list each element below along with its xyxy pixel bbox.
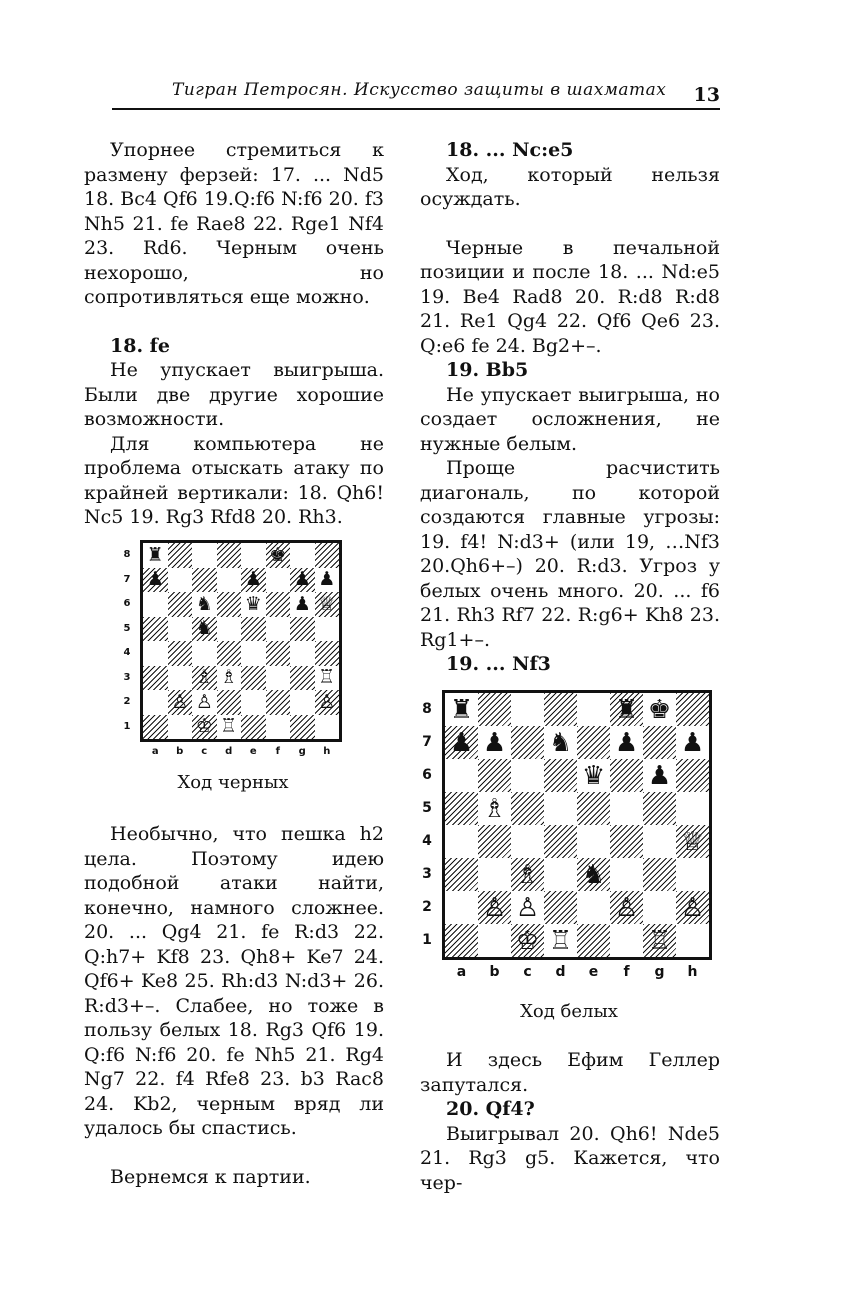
square-d2 bbox=[544, 891, 577, 924]
left-column-bottom bbox=[84, 822, 384, 1189]
square-b4 bbox=[168, 641, 193, 666]
running-title: Тигран Петросян. Искусство защиты в шахматах bbox=[172, 80, 667, 100]
square-a1 bbox=[445, 924, 478, 957]
square-g8 bbox=[290, 543, 315, 568]
square-e7 bbox=[577, 726, 610, 759]
file-label-g: g bbox=[654, 964, 665, 980]
right-paragraph-1: Ход, который нельзя осуждать. bbox=[420, 163, 720, 210]
square-a6 bbox=[445, 759, 478, 792]
square-b7 bbox=[168, 568, 193, 593]
square-c8 bbox=[511, 693, 544, 726]
square-c4 bbox=[192, 641, 217, 666]
rank-label-3: 3 bbox=[422, 866, 432, 883]
square-f1 bbox=[266, 715, 291, 740]
square-f7 bbox=[266, 568, 291, 593]
square-d5 bbox=[544, 792, 577, 825]
rank-label-8: 8 bbox=[123, 549, 131, 561]
rank-label-2: 2 bbox=[422, 899, 432, 916]
rank-label-8: 8 bbox=[422, 701, 432, 718]
square-h5 bbox=[676, 792, 709, 825]
square-d6 bbox=[544, 759, 577, 792]
square-d4 bbox=[217, 641, 242, 666]
square-e1 bbox=[577, 924, 610, 957]
square-e5 bbox=[577, 792, 610, 825]
left-paragraph-4: Необычно, что пешка h2 цела. Поэтому идею подобной атаки найти, конечно, намного сложнее. 20. ... Qg4 21. fe R:d3 22. Q:h7+ Kf8 23. Qh8+ Ke7 24. Qf6+ Ke8 25. Rh:d3 N:d3+ 26. R:d3+–. Слабее, но тоже в пользу белых 18. Rg3 Qf6 19. Q:f6 N:f6 20. fe Nh5 21. Rg4 Ng7 22. f4 Rfe8 23. b3 Rac8 24. Kb2, черным вряд ли удалось бы спастись. bbox=[84, 823, 384, 1139]
square-a5 bbox=[445, 792, 478, 825]
square-a6 bbox=[143, 592, 168, 617]
rank-label-5: 5 bbox=[422, 800, 432, 817]
square-f6 bbox=[266, 592, 291, 617]
square-h5 bbox=[315, 617, 340, 642]
square-a1 bbox=[143, 715, 168, 740]
square-e2 bbox=[577, 891, 610, 924]
black-knight-icon: ♞ bbox=[548, 727, 573, 758]
square-b8 bbox=[168, 543, 193, 568]
square-b1 bbox=[168, 715, 193, 740]
rank-label-7: 7 bbox=[123, 573, 131, 585]
square-g1 bbox=[290, 715, 315, 740]
right-column-top bbox=[420, 138, 720, 677]
square-f4 bbox=[266, 641, 291, 666]
rank-label-6: 6 bbox=[422, 767, 432, 784]
square-a3 bbox=[445, 858, 478, 891]
square-e8 bbox=[241, 543, 266, 568]
square-g2 bbox=[290, 690, 315, 715]
square-h1 bbox=[315, 715, 340, 740]
square-c7 bbox=[511, 726, 544, 759]
file-label-c: c bbox=[201, 746, 208, 757]
file-label-f: f bbox=[623, 964, 630, 980]
rank-label-2: 2 bbox=[123, 696, 131, 708]
file-label-h: h bbox=[687, 964, 698, 980]
white-pawn-icon: ♙ bbox=[482, 892, 507, 923]
left-heading-move-18: 18. fe bbox=[110, 334, 170, 357]
square-a5 bbox=[143, 617, 168, 642]
square-d6 bbox=[217, 592, 242, 617]
square-a2 bbox=[445, 891, 478, 924]
black-pawn-icon: ♟ bbox=[318, 568, 336, 591]
chessboard bbox=[140, 540, 342, 742]
white-queen-icon: ♕ bbox=[680, 826, 705, 857]
white-pawn-icon: ♙ bbox=[318, 690, 336, 713]
square-d5 bbox=[217, 617, 242, 642]
file-label-f: f bbox=[275, 746, 280, 757]
black-pawn-icon: ♟ bbox=[449, 727, 474, 758]
black-pawn-icon: ♟ bbox=[293, 568, 311, 591]
white-queen-icon: ♕ bbox=[318, 592, 336, 615]
square-h8 bbox=[676, 693, 709, 726]
chess-diagram-1 bbox=[118, 540, 348, 760]
white-pawn-icon: ♙ bbox=[195, 690, 213, 713]
square-b8 bbox=[478, 693, 511, 726]
running-header bbox=[112, 78, 720, 110]
left-paragraph-3: Для компьютера не проблема отыскать атаку по крайней вертикали: 18. Qh6! Nc5 19. Rg3 Rfd8 20. Rh3. bbox=[84, 432, 384, 528]
file-label-a: a bbox=[456, 964, 467, 980]
right-heading-move-19: 19. Bb5 bbox=[446, 359, 529, 381]
square-f5 bbox=[266, 617, 291, 642]
square-h4 bbox=[315, 641, 340, 666]
square-f6 bbox=[610, 759, 643, 792]
page-number: 13 bbox=[693, 84, 720, 106]
diagram-2-caption: Ход белых bbox=[520, 1001, 618, 1022]
left-paragraph-5: Вернемся к партии. bbox=[110, 1165, 311, 1188]
square-c5 bbox=[511, 792, 544, 825]
square-g5 bbox=[643, 792, 676, 825]
black-rook-icon: ♜ bbox=[146, 543, 164, 566]
white-rook-icon: ♖ bbox=[220, 715, 238, 738]
black-pawn-icon: ♟ bbox=[680, 727, 705, 758]
square-f1 bbox=[610, 924, 643, 957]
file-label-b: b bbox=[489, 964, 500, 980]
square-c4 bbox=[511, 825, 544, 858]
file-label-d: d bbox=[555, 964, 566, 980]
square-b6 bbox=[168, 592, 193, 617]
square-e4 bbox=[577, 825, 610, 858]
right-paragraph-4: Проще расчистить диагональ, по которой создаются главные угрозы: 19. f4! N:d3+ (или 19, …Nf3 20.Qh6+–) 20. R:d3. Угроз у белых очень много. 20. ... f6 21. Rh3 Rf7 22. R:g6+ Kh8 23. Rg1+–. bbox=[420, 457, 720, 651]
square-h1 bbox=[676, 924, 709, 957]
rank-label-3: 3 bbox=[123, 671, 131, 683]
white-pawn-icon: ♙ bbox=[515, 892, 540, 923]
rank-label-6: 6 bbox=[123, 598, 131, 610]
rank-label-5: 5 bbox=[123, 622, 131, 634]
square-g4 bbox=[290, 641, 315, 666]
square-c6 bbox=[511, 759, 544, 792]
file-label-b: b bbox=[176, 746, 184, 757]
square-b1 bbox=[478, 924, 511, 957]
file-label-e: e bbox=[588, 964, 599, 980]
rank-label-1: 1 bbox=[422, 932, 432, 949]
black-knight-icon: ♞ bbox=[581, 859, 606, 890]
right-heading-move-19-black: 19. ... Nf3 bbox=[446, 653, 551, 675]
white-bishop-icon: ♗ bbox=[515, 859, 540, 890]
white-rook-icon: ♖ bbox=[318, 666, 336, 689]
black-pawn-icon: ♟ bbox=[146, 568, 164, 591]
left-column-top bbox=[84, 138, 384, 530]
black-knight-icon: ♞ bbox=[195, 592, 213, 615]
chess-diagram-2 bbox=[416, 690, 722, 990]
square-e5 bbox=[241, 617, 266, 642]
square-f2 bbox=[266, 690, 291, 715]
square-e2 bbox=[241, 690, 266, 715]
square-g4 bbox=[643, 825, 676, 858]
rank-label-4: 4 bbox=[422, 833, 432, 850]
black-pawn-icon: ♟ bbox=[244, 568, 262, 591]
file-label-a: a bbox=[151, 746, 159, 757]
white-bishop-icon: ♗ bbox=[195, 666, 213, 689]
rank-label-1: 1 bbox=[123, 720, 131, 732]
square-g7 bbox=[643, 726, 676, 759]
white-bishop-icon: ♗ bbox=[220, 666, 238, 689]
square-d2 bbox=[217, 690, 242, 715]
diagram-1-caption: Ход черных bbox=[177, 772, 289, 793]
black-king-icon: ♚ bbox=[647, 694, 672, 725]
square-h3 bbox=[676, 858, 709, 891]
square-a4 bbox=[445, 825, 478, 858]
square-b6 bbox=[478, 759, 511, 792]
right-column-bottom bbox=[420, 1048, 720, 1195]
white-bishop-icon: ♗ bbox=[482, 793, 507, 824]
square-g3 bbox=[290, 666, 315, 691]
square-c7 bbox=[192, 568, 217, 593]
square-f5 bbox=[610, 792, 643, 825]
square-a2 bbox=[143, 690, 168, 715]
square-e3 bbox=[241, 666, 266, 691]
file-label-d: d bbox=[225, 746, 233, 757]
black-pawn-icon: ♟ bbox=[482, 727, 507, 758]
white-rook-icon: ♖ bbox=[548, 925, 573, 956]
chessboard bbox=[442, 690, 712, 960]
square-g5 bbox=[290, 617, 315, 642]
square-f3 bbox=[266, 666, 291, 691]
black-rook-icon: ♜ bbox=[449, 694, 474, 725]
rank-label-4: 4 bbox=[123, 647, 131, 659]
white-pawn-icon: ♙ bbox=[680, 892, 705, 923]
square-b3 bbox=[168, 666, 193, 691]
right-heading-move-18-black: 18. ... Nc:e5 bbox=[446, 139, 574, 161]
black-pawn-icon: ♟ bbox=[647, 760, 672, 791]
square-f3 bbox=[610, 858, 643, 891]
square-d3 bbox=[544, 858, 577, 891]
file-label-c: c bbox=[523, 964, 532, 980]
black-rook-icon: ♜ bbox=[614, 694, 639, 725]
white-pawn-icon: ♙ bbox=[171, 690, 189, 713]
square-c8 bbox=[192, 543, 217, 568]
square-e4 bbox=[241, 641, 266, 666]
square-d7 bbox=[217, 568, 242, 593]
square-b5 bbox=[168, 617, 193, 642]
square-a4 bbox=[143, 641, 168, 666]
square-d8 bbox=[544, 693, 577, 726]
square-h8 bbox=[315, 543, 340, 568]
white-pawn-icon: ♙ bbox=[614, 892, 639, 923]
square-g3 bbox=[643, 858, 676, 891]
black-queen-icon: ♛ bbox=[581, 760, 606, 791]
square-g2 bbox=[643, 891, 676, 924]
black-queen-icon: ♛ bbox=[244, 592, 262, 615]
white-rook-icon: ♖ bbox=[647, 925, 672, 956]
right-paragraph-5: И здесь Ефим Геллер запутался. bbox=[420, 1049, 720, 1096]
file-label-e: e bbox=[249, 746, 257, 757]
square-d8 bbox=[217, 543, 242, 568]
square-e8 bbox=[577, 693, 610, 726]
right-paragraph-2: Черные в печальной позиции и после 18. ... Nd:e5 19. Be4 Rad8 20. R:d8 R:d8 21. Re1 Qg4 22. Qf6 Qe6 23. Q:e6 fe 24. Bg2+–. bbox=[420, 236, 720, 357]
rank-label-7: 7 bbox=[422, 734, 432, 751]
right-paragraph-3: Не упускает выигрыша, но создает осложнения, не нужные белым. bbox=[420, 383, 720, 455]
square-e1 bbox=[241, 715, 266, 740]
black-pawn-icon: ♟ bbox=[293, 592, 311, 615]
black-pawn-icon: ♟ bbox=[614, 727, 639, 758]
square-h6 bbox=[676, 759, 709, 792]
left-paragraph-1: Упорнее стремиться к размену ферзей: 17. ... Nd5 18. Bc4 Qf6 19.Q:f6 N:f6 20. f3 Nh5 21. fe Rae8 22. Rge1 Nf4 23. Rd6. Черным очень нехорошо, но сопротивляться еще можно. bbox=[84, 139, 384, 308]
white-king-icon: ♔ bbox=[195, 715, 213, 738]
right-heading-move-20: 20. Qf4? bbox=[446, 1098, 535, 1120]
file-label-g: g bbox=[298, 746, 306, 757]
square-d4 bbox=[544, 825, 577, 858]
left-paragraph-2: Не упускает выигрыша. Были две другие хорошие возможности. bbox=[84, 359, 384, 430]
right-paragraph-6: Выигрывал 20. Qh6! Nde5 21. Rg3 g5. Кажется, что чер- bbox=[420, 1122, 720, 1194]
black-knight-icon: ♞ bbox=[195, 617, 213, 640]
square-f4 bbox=[610, 825, 643, 858]
square-a3 bbox=[143, 666, 168, 691]
square-b3 bbox=[478, 858, 511, 891]
white-king-icon: ♔ bbox=[515, 925, 540, 956]
square-b4 bbox=[478, 825, 511, 858]
black-king-icon: ♚ bbox=[269, 543, 287, 566]
file-label-h: h bbox=[323, 746, 331, 757]
